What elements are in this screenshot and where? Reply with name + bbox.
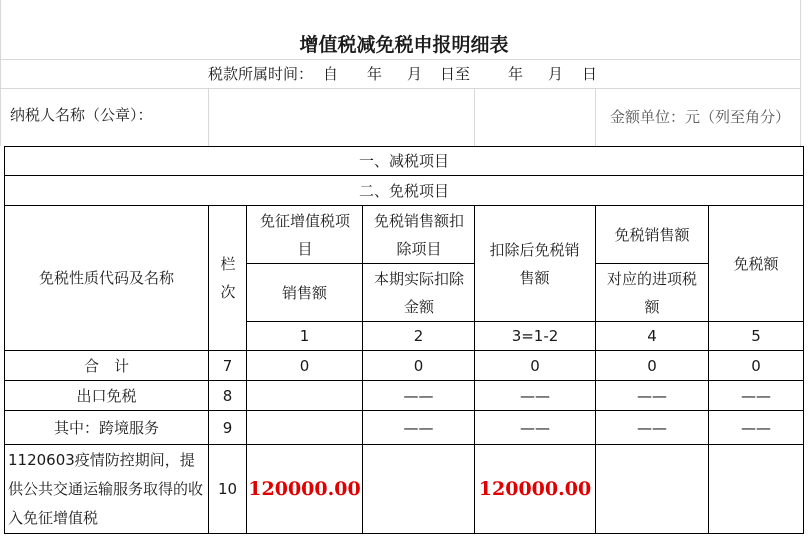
row-epidemic-name: 1120603疫情防控期间，提供公共交通运输服务取得的收入免征增值税: [8, 450, 204, 527]
header-col1-top: 免征增值税项目: [259, 211, 350, 258]
period-month1: 月: [407, 65, 423, 83]
row-export-no: 8: [222, 386, 233, 405]
period-year2: 年: [508, 65, 524, 83]
period-day-to: 日至: [440, 65, 471, 83]
col-number: 4: [647, 327, 657, 345]
row-total-name: 合 计: [83, 356, 129, 375]
row-total-no: 7: [222, 356, 233, 375]
row-total-c3[interactable]: 0: [530, 356, 540, 375]
form-title: 增值税减免税申报明细表: [299, 34, 509, 56]
row-total-c1[interactable]: 0: [299, 356, 310, 375]
row-export-c4: ——: [637, 386, 667, 405]
taxpayer-name-label: 纳税人名称（公章）：: [10, 106, 153, 124]
col-number: 1: [299, 327, 310, 345]
col-number: 5: [751, 327, 761, 345]
row-epidemic-c2[interactable]: [363, 445, 474, 533]
row-crossborder-c1[interactable]: [247, 411, 362, 444]
header-col5: 免税额: [733, 254, 779, 273]
row-crossborder-name: 其中：跨境服务: [53, 418, 159, 437]
tax-period-line: [0, 60, 808, 88]
row-export-name: 出口免税: [76, 386, 137, 405]
row-export-c3: ——: [520, 386, 550, 405]
row-export-c5: ——: [741, 386, 771, 405]
row-export-c2: ——: [403, 386, 434, 405]
header-col1-bottom: 销售额: [281, 283, 327, 302]
row-epidemic-c3[interactable]: 120000.00: [478, 478, 592, 500]
row-total-c5[interactable]: 0: [751, 356, 761, 375]
period-month2: 月: [548, 65, 564, 83]
header-col3: 扣除后免税销售额: [489, 240, 580, 287]
period-from: 自: [323, 65, 339, 83]
period-year1: 年: [367, 65, 383, 83]
row-crossborder-no: 9: [222, 418, 233, 437]
section-exemption: 二、免税项目: [358, 181, 449, 200]
table-border: [803, 146, 804, 534]
row-total-c2[interactable]: 0: [413, 356, 424, 375]
section-reduction: 一、减税项目: [358, 152, 449, 170]
gridline: [474, 88, 475, 146]
header-column-no: 栏次: [220, 255, 236, 301]
row-epidemic-c5[interactable]: [709, 445, 803, 533]
header-col2-bottom: 本期实际扣除金额: [373, 269, 464, 316]
gridline: [208, 88, 209, 146]
row-epidemic-c4[interactable]: [596, 445, 708, 533]
amount-unit-label: 金额单位：元（列至角分）: [609, 107, 790, 126]
period-day2: 日: [582, 65, 598, 83]
header-col4-top: 免税销售额: [614, 225, 690, 244]
row-crossborder-c5: ——: [741, 418, 771, 437]
row-crossborder-c3: ——: [520, 418, 550, 437]
gridline: [595, 88, 596, 146]
period-label: 税款所属时间：: [208, 65, 314, 83]
row-export-c1[interactable]: [247, 381, 362, 410]
row-epidemic-c1[interactable]: 120000.00: [248, 478, 361, 500]
row-crossborder-c4: ——: [637, 418, 667, 437]
row-crossborder-c2: ——: [403, 418, 434, 437]
row-total-c4[interactable]: 0: [647, 356, 657, 375]
col-number: 2: [413, 327, 424, 345]
header-col2-top: 免税销售额扣除项目: [373, 211, 464, 258]
table-border: [4, 533, 804, 534]
col-number: 3=1-2: [511, 327, 559, 345]
header-col4-bottom: 对应的进项税额: [606, 269, 697, 316]
header-code-name: 免税性质代码及名称: [38, 269, 174, 287]
row-epidemic-no: 10: [217, 480, 238, 498]
